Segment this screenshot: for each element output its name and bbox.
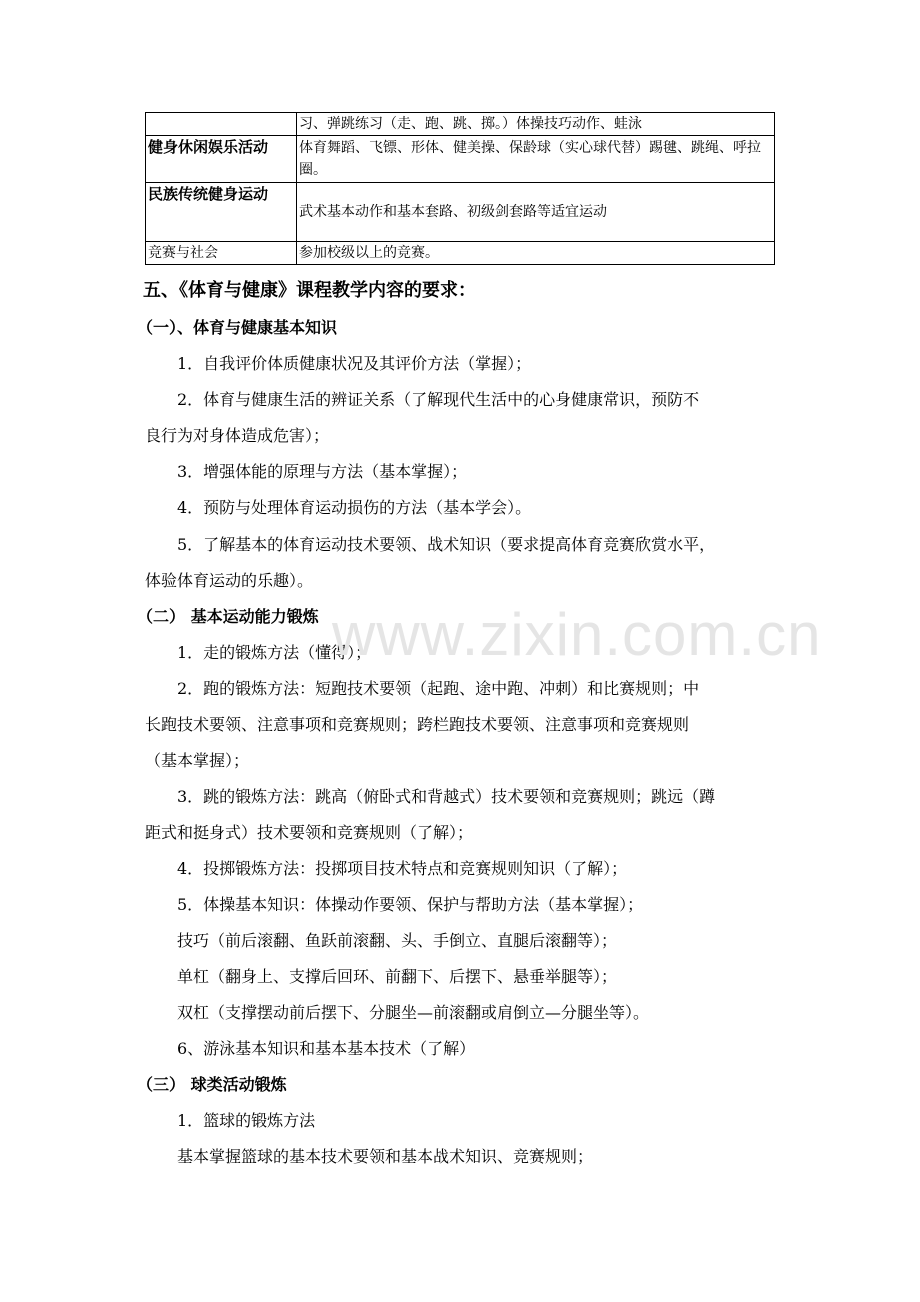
- part-heading: （二） 基本运动能力锻炼: [137, 607, 319, 626]
- table-row: [146, 136, 775, 183]
- list-item: 1．自我评价体质健康状况及其评价方法（掌握）；: [177, 354, 532, 373]
- list-item: 4．投掷锻炼方法：投掷项目技术特点和竞赛规则知识（了解）；: [177, 859, 628, 878]
- list-item-continuation: 距式和挺身式）技术要领和竞赛规则（了解）；: [145, 823, 474, 842]
- table-content-cell: 习、弹跳练习（走、跑、跳、掷。）体操技巧动作、蛙泳: [297, 113, 775, 136]
- list-item-continuation: 体验体育运动的乐趣）。: [145, 571, 314, 590]
- part-heading: （一）、体育与健康基本知识: [137, 318, 338, 337]
- table-category-cell: 健身休闲娱乐活动: [146, 136, 297, 183]
- list-item: 1．篮球的锻炼方法: [177, 1111, 316, 1130]
- table-row: [146, 242, 775, 265]
- list-item: 1．走的锻炼方法（懂得）；: [177, 643, 372, 662]
- list-item: 2．体育与健康生活的辨证关系（了解现代生活中的心身健康常识，预防不: [177, 390, 700, 409]
- list-item: 2．跑的锻炼方法：短跑技术要领（起跑、途中跑、冲刺）和比赛规则；中: [177, 679, 700, 698]
- list-item: 双杠（支撑摆动前后摆下、分腿坐—前滚翻或肩倒立—分腿坐等）。: [177, 1003, 650, 1022]
- list-item-continuation: 良行为对身体造成危害）；: [145, 426, 330, 445]
- table-category-cell: 民族传统健身运动: [146, 183, 297, 242]
- table-content-cell: 体育舞蹈、飞镖、形体、健美操、保龄球（实心球代替）踢毽、跳绳、呼拉圈。: [297, 136, 775, 183]
- list-item: 6、游泳基本知识和基本基本技术（了解）: [177, 1039, 476, 1058]
- table-category-cell: [146, 113, 297, 136]
- list-item: 技巧（前后滚翻、鱼跃前滚翻、头、手倒立、直腿后滚翻等）；: [177, 931, 618, 950]
- list-item: 3．跳的锻炼方法：跳高（俯卧式和背越式）技术要领和竞赛规则；跳远（蹲: [177, 787, 716, 806]
- list-item-continuation: （基本掌握）；: [145, 751, 250, 770]
- part-heading: （三） 球类活动锻炼: [137, 1075, 287, 1094]
- course-content-table: [145, 112, 775, 265]
- table-content-cell: 参加校级以上的竞赛。: [297, 242, 775, 265]
- table-row: [146, 113, 775, 136]
- section-title: 五、《体育与健康》课程教学内容的要求：: [143, 280, 476, 301]
- watermark: www.zixin.com.cn: [332, 601, 822, 668]
- list-item: 3．增强体能的原理与方法（基本掌握）；: [177, 462, 468, 481]
- list-item-continuation: 长跑技术要领、注意事项和竞赛规则；跨栏跑技术要领、注意事项和竞赛规则: [145, 715, 690, 734]
- list-item: 基本掌握篮球的基本技术要领和基本战术知识、竞赛规则；: [177, 1147, 594, 1166]
- list-item: 单杠（翻身上、支撑后回环、前翻下、后摆下、悬垂举腿等）；: [177, 967, 618, 986]
- list-item: 5．了解基本的体育运动技术要领、战术知识（要求提高体育竞赛欣赏水平，: [177, 535, 716, 554]
- table-category-cell: 竞赛与社会: [146, 242, 297, 265]
- table-row: [146, 183, 775, 242]
- list-item: 4．预防与处理体育运动损伤的方法（基本学会）。: [177, 498, 532, 517]
- list-item: 5．体操基本知识：体操动作要领、保护与帮助方法（基本掌握）；: [177, 895, 644, 914]
- table-content-cell: 武术基本动作和基本套路、初级剑套路等适宜运动: [297, 183, 775, 242]
